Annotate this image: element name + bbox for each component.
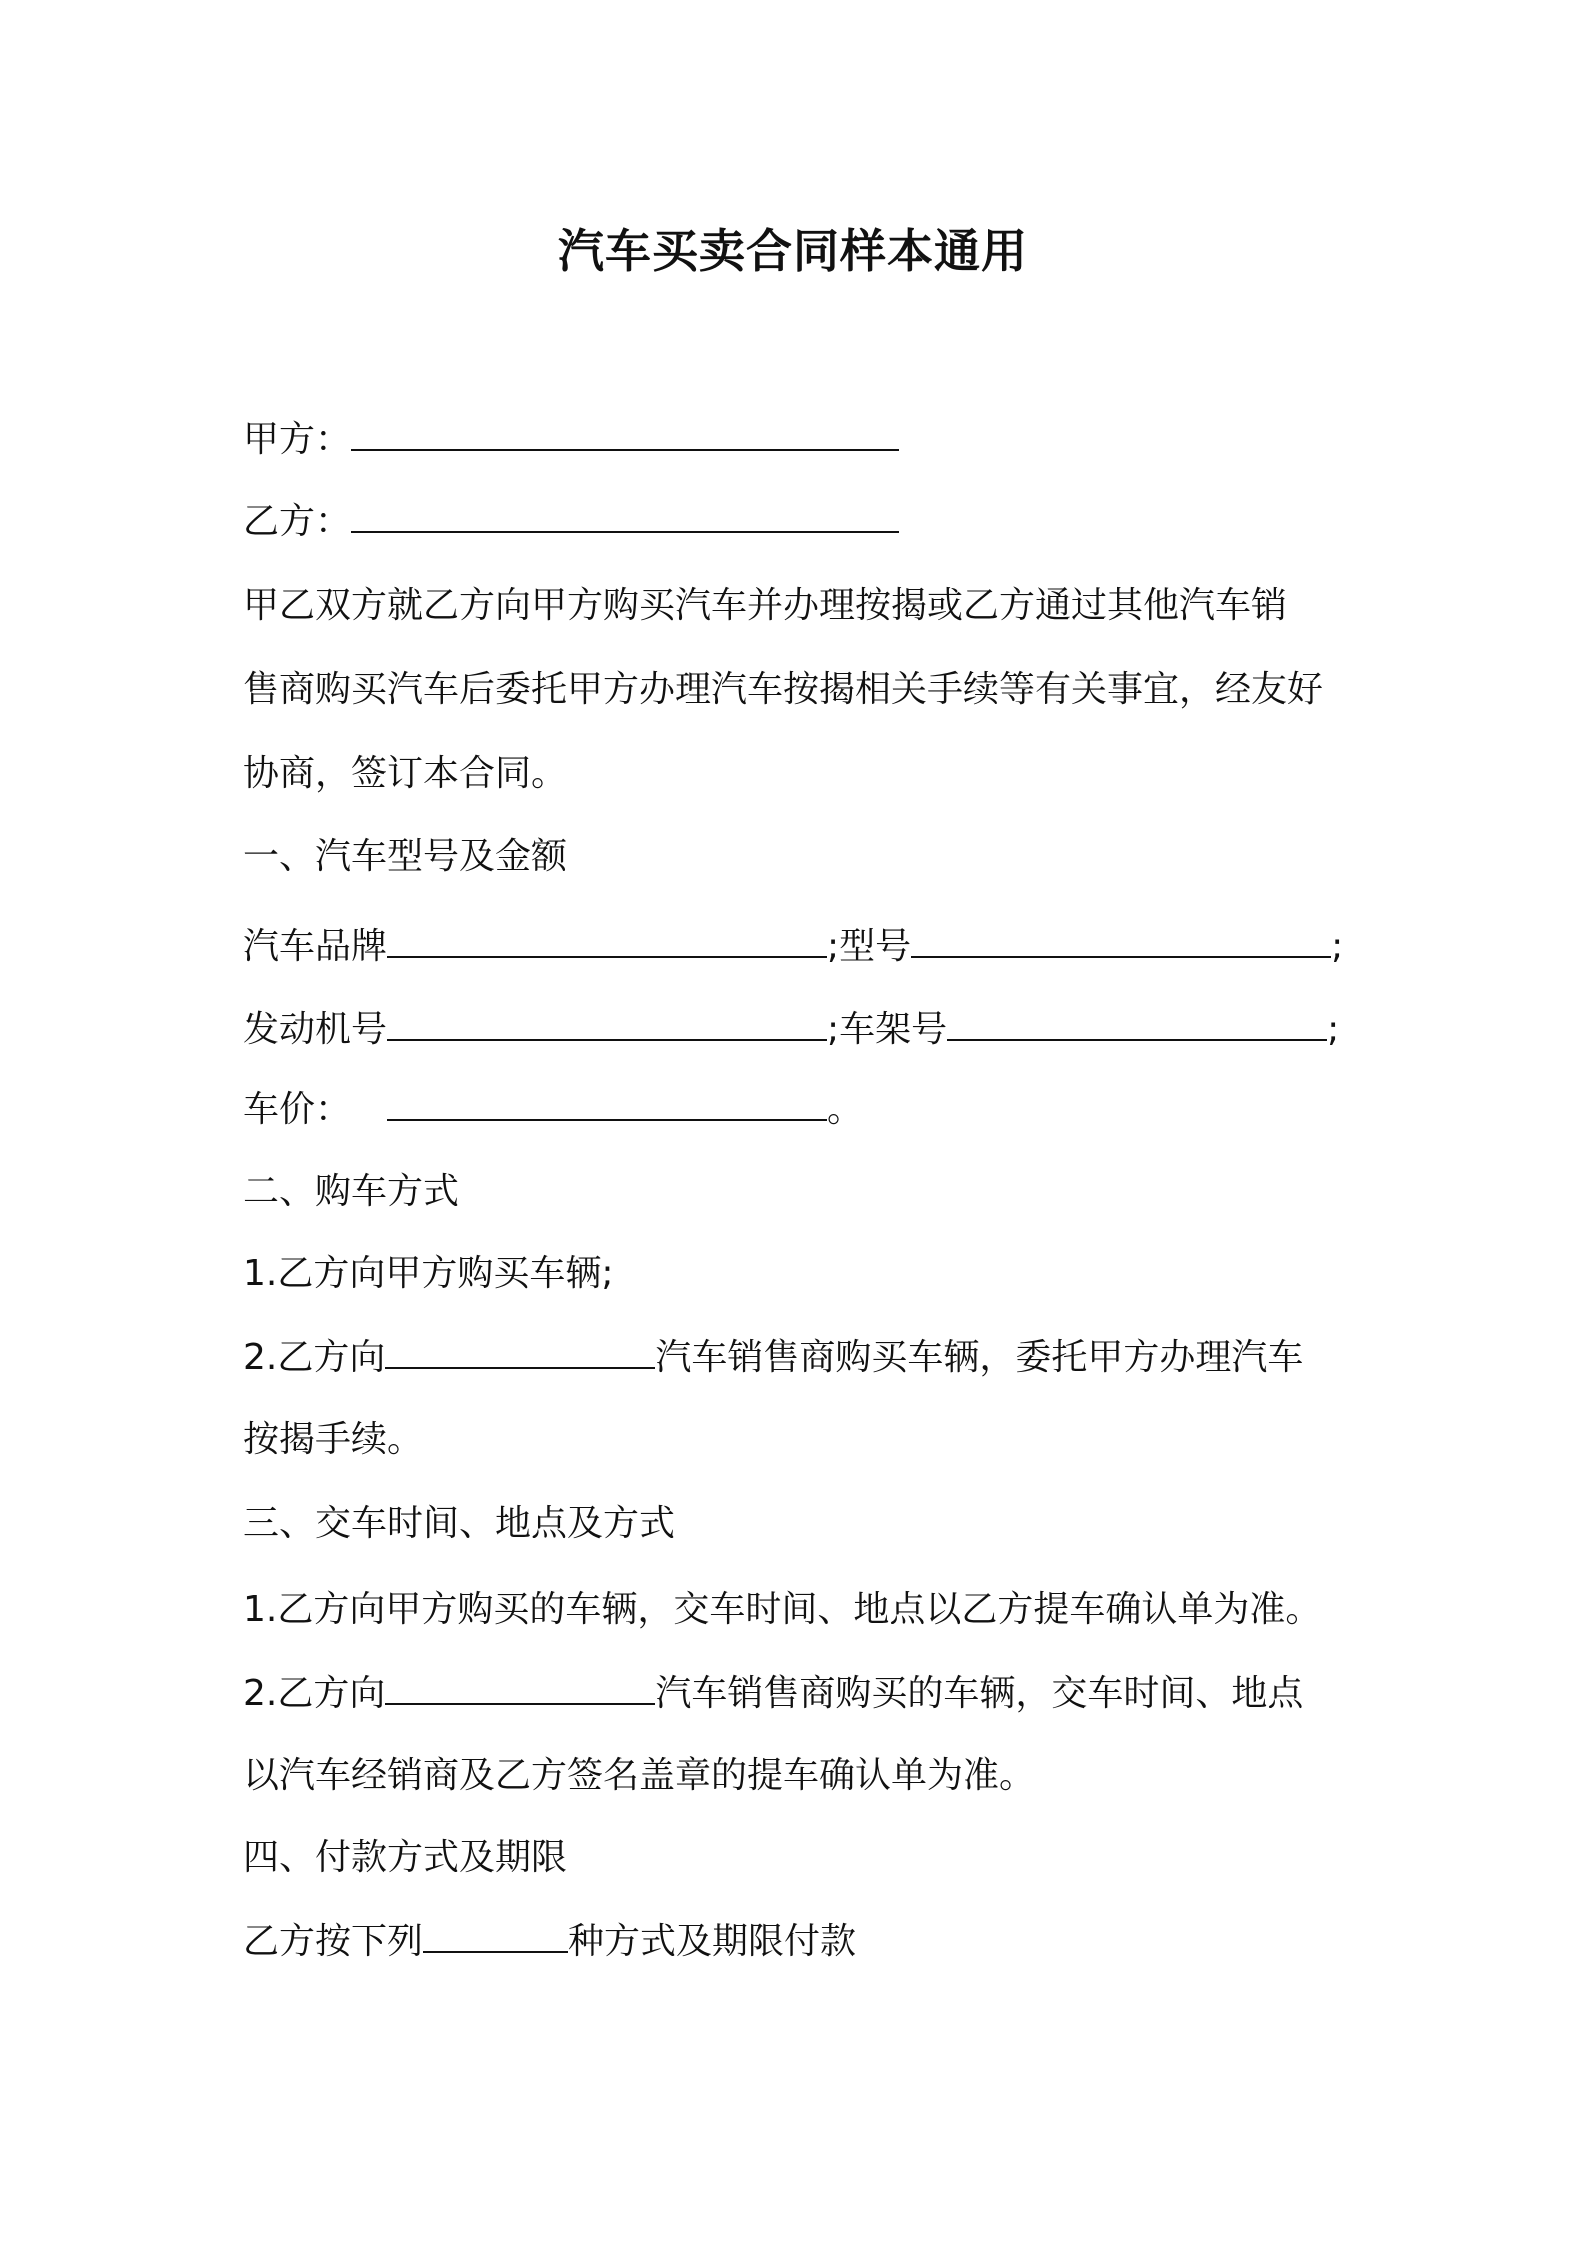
section-2-item-2-cont: 按揭手续。: [243, 1419, 424, 1460]
price-label: 车价：: [243, 1089, 352, 1130]
model-blank[interactable]: [911, 926, 1331, 958]
brand-model-line: [243, 925, 1343, 969]
party-a-blank[interactable]: [351, 419, 899, 451]
section-3-item-1: 1.乙方向甲方购买的车辆，交车时间、地点以乙方提车确认单为准。: [243, 1589, 1322, 1630]
brand-blank[interactable]: [387, 926, 827, 958]
section-4-line: [243, 1920, 856, 1964]
party-a-line: [243, 418, 899, 462]
document-title: 汽车买卖合同样本通用: [558, 224, 1028, 278]
section-3-dealer-blank[interactable]: [385, 1673, 655, 1705]
engine-frame-line: [243, 1008, 1339, 1052]
section-4-suffix: 种方式及期限付款: [568, 1921, 857, 1962]
price-end: 。: [827, 1089, 864, 1130]
party-b-line: [243, 500, 899, 544]
section-3-item-2-suffix: 汽车销售商购买的车辆，交车时间、地点: [655, 1673, 1304, 1714]
brand-label: 汽车品牌: [243, 926, 388, 967]
intro-line-2: 售商购买汽车后委托甲方办理汽车按揭相关手续等有关事宜，经友好: [243, 669, 1324, 710]
engine-label: 发动机号: [243, 1009, 388, 1050]
section-2-heading: 二、购车方式: [243, 1171, 460, 1212]
section-2-item-2: [243, 1336, 1303, 1380]
price-line: [243, 1088, 863, 1132]
section-1-heading: 一、汽车型号及金额: [243, 836, 568, 877]
price-blank[interactable]: [387, 1089, 827, 1121]
section-2-dealer-blank[interactable]: [385, 1337, 655, 1369]
party-b-blank[interactable]: [351, 501, 899, 533]
section-2-item-2-suffix: 汽车销售商购买车辆，委托甲方办理汽车: [655, 1337, 1304, 1378]
section-3-item-2: [243, 1672, 1303, 1716]
section-2-item-2-prefix: 2.乙方向: [243, 1337, 386, 1378]
frame-label: ;车架号: [827, 1009, 948, 1050]
section-4-prefix: 乙方按下列: [243, 1921, 424, 1962]
row-end-1: ;: [1331, 926, 1344, 967]
section-3-heading: 三、交车时间、地点及方式: [243, 1503, 676, 1544]
section-3-item-2-cont: 以汽车经销商及乙方签名盖章的提车确认单为准。: [243, 1755, 1036, 1796]
intro-line-1: 甲乙双方就乙方向甲方购买汽车并办理按揭或乙方通过其他汽车销: [243, 585, 1288, 626]
party-a-label: 甲方：: [243, 419, 352, 460]
party-b-label: 乙方：: [243, 501, 352, 542]
section-2-item-1: 1.乙方向甲方购买车辆;: [243, 1253, 614, 1294]
frame-blank[interactable]: [947, 1009, 1327, 1041]
section-3-item-2-prefix: 2.乙方向: [243, 1673, 386, 1714]
model-label: ;型号: [827, 926, 912, 967]
payment-method-blank[interactable]: [423, 1921, 568, 1953]
engine-blank[interactable]: [387, 1009, 827, 1041]
section-4-heading: 四、付款方式及期限: [243, 1837, 568, 1878]
intro-line-3: 协商，签订本合同。: [243, 753, 568, 794]
row-end-2: ;: [1327, 1009, 1340, 1050]
